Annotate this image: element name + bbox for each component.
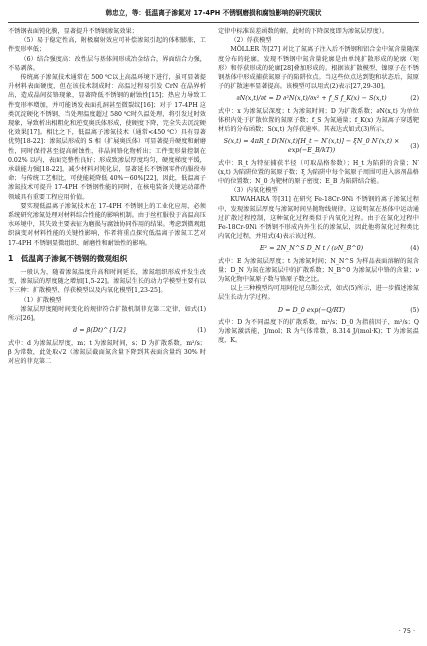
header-rule — [8, 22, 419, 23]
paragraph: 定律中标准误差函数的解，此时的下降深度即为渗氮层厚度）。 — [218, 28, 389, 35]
left-column — [8, 27, 206, 366]
paragraph: 式中：E 为渗氮层厚度；t 为渗氮时间；N_N^S 为样品表面溶解的氮含量；D_N 为氮在渗氮层中的扩散系数；N_B^0 为渗氮层中铬的含量；ν 为氮化物中氮原子数与铬原子数之比。 — [218, 257, 419, 284]
paragraph: （6）结合强度高：改性层与基体间形成冶金结合，界面结合力强，不易剥落。 — [8, 55, 206, 72]
paragraph: 一般认为，随着渗氮温度升高和时间延长，渗氮组织形成并发生改变，渗氮层的厚度随之增加[1,5-22]。渗氮层生长的动力学模型主要有以下三种：扩散模型、俘获模型以及内氧化模型[1,23-25]。 — [8, 269, 206, 295]
equation-expression: D = D_0 exp(−Q/RT) — [277, 305, 346, 314]
equation-5 — [218, 306, 419, 315]
subheading: （2）俘获模型 — [230, 37, 272, 45]
section-heading: 1 低温离子渗氮不锈钢的微观组织 — [8, 253, 128, 263]
equation-expression: d = β(Dt)^{1/2} — [73, 326, 127, 335]
paragraph: 渗氮层厚度随时间变化的规律符合扩散机制菲克第二定律，如式(1)所示[26]。 — [8, 305, 206, 323]
equation-2 — [218, 94, 419, 103]
equation-number: (5) — [410, 306, 419, 314]
paragraph: 式中：D 为不同温度下的扩散系数，m²/s；D_0 为指前因子，m²/s；Q 为渗氮激活能，J/mol；R 为气体常数，8.314 J/(mol·K)；T 为渗氮温度，K。 — [218, 318, 419, 345]
equation-expression: E² = 2N_N^S D_N t / (νN_B^0) — [259, 244, 364, 253]
paragraph: MÖLLER 等[27] 对比了氮离子注入后不锈钢和铝合金中氮含量随深度分布的轮廓，发现不锈钢中氮含量轮廓是由单纯扩散形成的轮廓（矩形）和俘获形成的轮廓[28]叠加形成的。根据该扩散模型，镍原子在不锈钢基体中形成捕获氮原子的陷阱位点。当这些位点达到饱和状态后，氮原子的扩散速率显著提高。该模型可以用式(2)表示[27,29-30]。 — [218, 46, 419, 91]
running-header: 韩忠立，等：低温离子渗氮对 17-4PH 不锈钢磨损和腐蚀影响的研究现状 — [105, 9, 322, 17]
subheading: （3）内氧化模型 — [230, 187, 278, 195]
equation-number: (1) — [197, 327, 206, 335]
equation-number: (2) — [410, 95, 419, 103]
equation-number: (4) — [410, 245, 419, 253]
right-column — [218, 27, 419, 346]
paragraph: 式中：x 为渗氮层深度；t 为渗氮时间；D 为扩散系数；∂N(x,t) 为单位体积内处于扩散位置的氮原子数；f_S 为氮通量；f_K(x) 为氮离子穿透靶材后的分布函数；S(x,t) 为俘获速率。其表达式如式(3)所示。 — [218, 107, 419, 134]
equation-number: (3) — [410, 142, 419, 150]
equation-expression: ∂N(x,t)/∂t = D ∂²N(x,t)/∂x² + f_S f_K(x) − S(x,t) — [236, 94, 387, 103]
paragraph: KUWAHARA 等[31] 在研究 Fe-18Cr-9Ni 不锈钢的离子渗氮过程中，发现渗氮层厚度与渗氮时间呈抛物线规律。这说明氮在基体中运动通过扩散过程控制，这种氮化过程类似于内氧化过程。由于在氮化过程中 Fe-18Cr-9Ni 不锈钢不形成内外生长的渗氮层，因此他将氮化过程类比内氧化过程，并用式(4)表示该过程。 — [218, 196, 419, 241]
paragraph: 传统离子渗氮技术通常在 500 ℃以上高温环境下进行，虽可显著提升材料表面硬度，但在该技术制成时：高温过程易引发 CrN 在晶界析出，造成晶间贫铬现象，显著降低不锈钢的耐蚀性[15]；热应力导致工件变形率增加，并可能诱发表面孔洞甚至微裂纹[16]；对于 17-4PH 这类沉淀硬化不锈钢，当处理温度超过 580 ℃时久温处理，将引发过时效现象，导致析出相粗化和逆变奥氏体形成，使硬度下降，完全失去沉淀硬化效果[17]。相比之下，低温离子渗氮技术（通常<450 ℃）具有显著优势[18-22]：渗氮层形成的 S 相（扩展奥氏体）可显著提升硬度和耐磨性，同时保持甚至提高耐蚀性，非晶间铬化物析出；工件变形量控制在 0.02% 以内，表面完整性良好；形成致渗层厚度均匀，硬度梯度平缓，承载能力强[18-22]，减少材料对钝化层，显著延长不锈钢零件的服役寿命；与传统工艺相比，可使能耗降低 40%～60%[22]，因此，低温离子渗氮技术可提升 17-4PH 不锈钢性能的同时，在核电装备关键运动部件领域具有重要工程应用价值。 — [8, 74, 206, 201]
equation-4 — [218, 244, 419, 253]
subheading: （1）扩散模型 — [20, 296, 62, 304]
equation-1 — [8, 326, 206, 335]
equation-3 — [218, 137, 419, 155]
paragraph: 以上三种模型均可用阿伦尼乌斯公式，如式(5)所示，进一步描述渗氮层生长动力学过程。 — [218, 285, 419, 302]
paragraph: 不锈钢表面钝化膜，显著提升不锈钢渗氮效果； — [8, 28, 138, 35]
paragraph: 式中：d 为渗氮层厚度，m；t 为渗氮时间，s；D 为扩散系数，m²/s；β 为常数，此处取√2（渗氮层截面氮含量下降到其表面含量约 30% 时对应的菲克第二 — [8, 339, 206, 365]
paragraph: 要实现低温离子渗氮技术在 17-4PH 不锈钢上的工业化应用，必须系统研究渗氮处理对材料综合性能的影响机制。由于丝杠服役于高温高压水环境中，其失效主要表征为磨损与腐蚀协同作用的结果。考虑到微观组织演变对材料性能的关键性影响，作者将重点探究低温离子渗氮工艺对 17-4PH 不锈钢显微组织、耐磨性和耐蚀性的影响。 — [8, 202, 206, 247]
paragraph: （5）易于稳定性高，附极腐射效应可补偿渗氮引起的体积膨胀，工件变形率低； — [8, 37, 206, 54]
equation-expression: S(x,t) = 4πR_t D(N(x,t)[H_t − N′(x,t)] − ξN_0 N′(x,t) × exp(−E_B/kT)) — [223, 137, 400, 155]
paragraph: 式中：R_t 为特征捕获半径（可取晶格参数）；H_t 为陷阱的含量；N′(x,t) 为陷阱位置的氮原子数；ξ 为陷阱中每个氮原子周围可进入溶剂晶格中的位置数；N_0 为靶材的原子密度；E_B 为陷阱结合能。 — [218, 159, 419, 186]
page-number: · 75 · — [398, 626, 415, 635]
